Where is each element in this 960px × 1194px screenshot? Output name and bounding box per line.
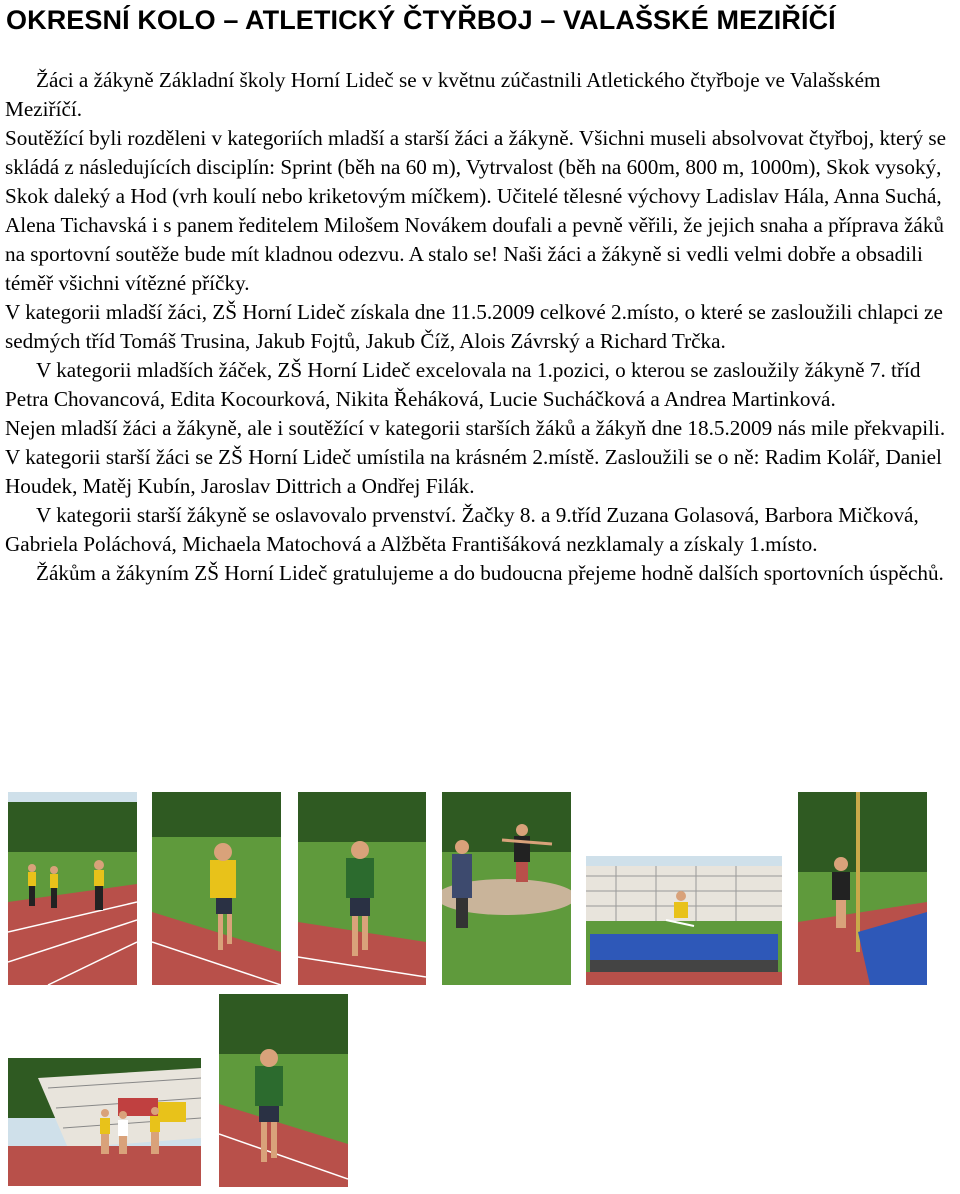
paragraph-older-boys: V kategorii starší žáci se ZŠ Horní Lideč umístila na krásném 2.místě. Zasloužili se o ně: Radim Kolář, Daniel Houdek, Matěj Kubín, Jaroslav Dittrich a Ondřej Filák. [5,445,942,498]
paragraph-intro: Žáci a žákyně Základní školy Horní Lideč se v květnu zúčastnili Atletického čtyřboje ve Valašském Meziříčí. [5,68,881,121]
photo-throw [442,792,571,985]
photo-runner-track [219,994,348,1187]
photo-runner-green [298,792,426,985]
photo-high-jump [586,856,782,985]
photo-girls-stands [8,1058,201,1186]
paragraph-older-girls: V kategorii starší žákyně se oslavovalo prvenství. Žačky 8. a 9.tříd Zuzana Golasová, Barbora Mičková, Gabriela Poláchová, Michaela Matochová a Alžběta Františáková nezklamaly a získaly 1.místo. [5,503,919,556]
paragraph-younger-girls: V kategorii mladších žáček, ZŠ Horní Lideč excelovala na 1.pozici, o kterou se zasloužily žákyně 7. tříd Petra Chovancová, Edita Kocourková, Nikita Řeháková, Lucie Sucháčková a Andrea Martinková. [5,358,921,411]
paragraph-older-intro: Nejen mladší žáci a žákyně, ale i soutěžící v kategorii starších žáků a žákyň dne 18.5.2009 nás mile překvapili. [5,416,946,440]
paragraph-congratulations: Žákům a žákyním ZŠ Horní Lideč gratulujeme a do budoucna přejeme hodně dalších sportovních úspěchů. [36,561,944,585]
photo-runner-yellow [152,792,281,985]
photo-sprint-group [8,792,137,985]
article-body [5,66,960,588]
photo-long-jump [798,792,927,985]
paragraph-disciplines: Soutěžící byli rozděleni v kategoriích mladší a starší žáci a žákyně. Všichni museli absolvovat čtyřboj, který se skládá z následujících disciplín: Sprint (běh na 60 m), Vytrvalost (běh na 600m, 800 m, 1000m), Skok vysoký, Skok daleký a Hod (vrh koulí nebo kriketovým míčkem). Učitelé tělesné výchovy Ladislav Hála, Anna Suchá, Alena Tichavská i s panem ředitelem Milošem Novákem doufali a pevně věřili, že jejich snaha a příprava žáků na sportovní soutěže bude mít kladnou odezvu. A stalo se! Naši žáci a žákyně si vedli velmi dobře a obsadili téměř všichni vítězné příčky. [5,126,947,295]
paragraph-younger-boys: V kategorii mladší žáci, ZŠ Horní Lideč získala dne 11.5.2009 celkové 2.místo, o které se zasloužili chlapci ze sedmých tříd Tomáš Trusina, Jakub Fojtů, Jakub Číž, Alois Závrský a Richard Trčka. [5,300,943,353]
page-title: OKRESNÍ KOLO – ATLETICKÝ ČTYŘBOJ – VALAŠSKÉ MEZIŘÍČÍ [6,5,836,35]
